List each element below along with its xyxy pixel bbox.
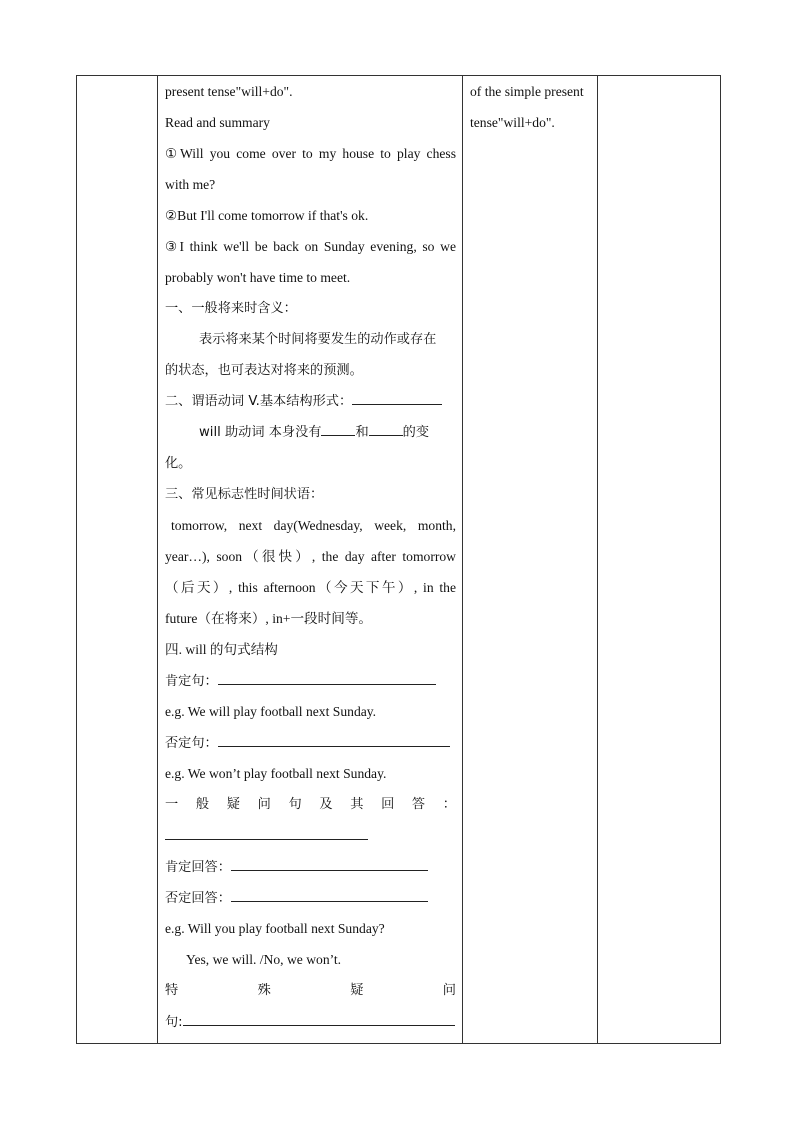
structure-note: [165, 417, 456, 448]
no-answer-label: 否定回答：: [165, 891, 231, 906]
fill-blank[interactable]: [218, 734, 450, 747]
negative-line: [165, 727, 456, 758]
fill-blank[interactable]: [231, 889, 428, 902]
example-sentence-3-cont: probably won't have time to meet.: [165, 270, 351, 285]
notes-line-2: tense"will+do".: [470, 115, 555, 130]
yes-answer-label: 肯定回答：: [165, 860, 231, 875]
structure-note-and: 和: [355, 425, 369, 440]
fill-blank[interactable]: [231, 858, 428, 871]
example-sentence-3: ③I think we'll be back on Sunday evening, so we: [165, 239, 456, 254]
time-adverbials-1: tomorrow, next day(Wednesday, week, month,: [171, 518, 456, 533]
answer-example: Yes, we will. /No, we won’t.: [186, 952, 342, 967]
example-sentence-1-cont: with me?: [165, 177, 216, 192]
wh-question-line: [165, 1006, 456, 1037]
lesson-table: [76, 75, 721, 1044]
heading-time-adverbials: 三、常见标志性时间状语：: [165, 487, 324, 502]
time-adverbials-2: year…), soon（很快）, the day after tomorrow: [165, 549, 456, 564]
table-cell-notes: [463, 76, 598, 1044]
table-cell-left-margin: [77, 76, 158, 1044]
fill-blank[interactable]: [183, 1013, 455, 1026]
heading-meaning: 一、一般将来时含义：: [165, 301, 297, 316]
question-heading: 一 般 疑 问 句 及 其 回 答 ：: [165, 797, 456, 812]
yes-answer-line: [165, 851, 456, 882]
structure-note-text: will 助动词 本身没有: [199, 425, 322, 440]
negative-example: e.g. We won’t play football next Sunday.: [165, 766, 387, 781]
fill-blank[interactable]: [321, 423, 355, 436]
structure-note-cont: 化。: [165, 456, 192, 471]
heading-structure-label: 二、谓语动词 V.基本结构形式：: [165, 394, 353, 409]
meaning-text-cont: 的状态，也可表达对将来的预测。: [165, 363, 363, 378]
table-row: [77, 76, 721, 1044]
example-sentence-2: ②But I'll come tomorrow if that's ok.: [165, 208, 369, 223]
fill-blank[interactable]: [369, 423, 403, 436]
heading-structure: [165, 386, 456, 417]
example-sentence-1: ①Will you come over to my house to play chess: [165, 146, 456, 161]
affirmative-line: [165, 665, 456, 696]
question-example: e.g. Will you play football next Sunday?: [165, 921, 385, 936]
structure-note-end: 的变: [402, 425, 430, 440]
time-adverbials-4: future（在将来）, in+一段时间等。: [165, 611, 373, 626]
wh-question-heading: 特 殊 疑 问: [165, 983, 456, 998]
text-line: present tense"will+do".: [165, 84, 293, 99]
affirmative-example: e.g. We will play football next Sunday.: [165, 704, 377, 719]
affirmative-label: 肯定句：: [165, 674, 218, 689]
question-blank-line: [165, 820, 456, 851]
table-cell-right-margin: [598, 76, 721, 1044]
table-cell-content: [158, 76, 463, 1044]
fill-blank[interactable]: [218, 672, 436, 685]
time-adverbials-3: （后天）, this afternoon（今天下午）, in the: [165, 580, 456, 595]
negative-label: 否定句：: [165, 736, 218, 751]
content-text-block: [158, 76, 462, 1037]
fill-blank[interactable]: [352, 392, 442, 405]
section-heading: Read and summary: [165, 115, 270, 130]
meaning-text: 表示将来某个时间将要发生的动作或存在: [199, 332, 437, 347]
notes-text-block: [463, 76, 597, 138]
no-answer-line: [165, 882, 456, 913]
heading-sentence-structure: 四. will 的句式结构: [165, 642, 278, 657]
notes-line-1: of the simple present: [470, 84, 584, 99]
wh-question-label: 句:: [165, 1015, 183, 1030]
fill-blank[interactable]: [165, 827, 368, 840]
